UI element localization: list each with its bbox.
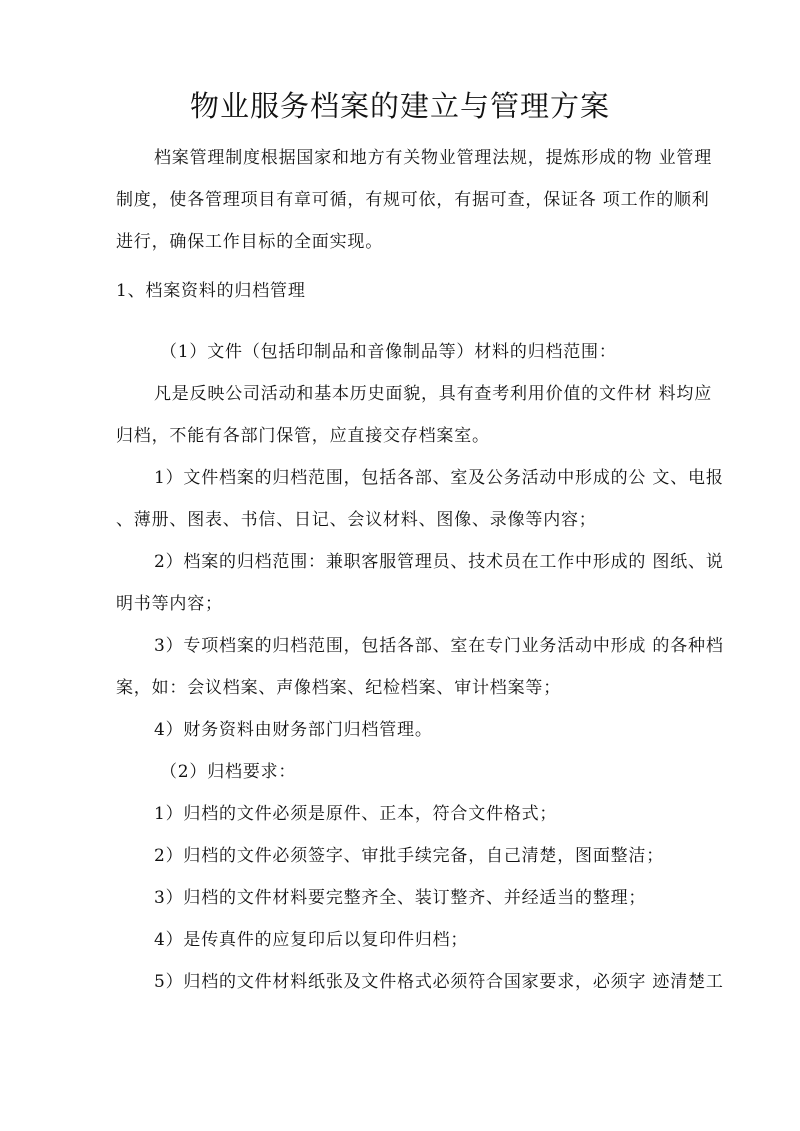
- list-item-line: 4）是传真件的应复印后以复印件归档；: [154, 930, 469, 950]
- list-item-line: 3）归档的文件材料要完整齐全、装订整齐、并经适当的整理；: [154, 888, 647, 908]
- document-title: 物业服务档案的建立与管理方案: [189, 89, 610, 123]
- paragraph-line: 制度，使各管理项目有章可循，有规可依，有据可查，保证各 项工作的顺利: [116, 190, 710, 210]
- list-item-line: 2）档案的归档范围：兼职客服管理员、技术员在工作中形成的 图纸、说: [154, 552, 724, 572]
- list-item-line: 3）专项档案的归档范围，包括各部、室在专门业务活动中形成 的各种档: [154, 636, 724, 656]
- list-item-line: 2）归档的文件必须签字、审批手续完备，自己清楚，图面整洁；: [154, 846, 665, 866]
- list-item-line: 5）归档的文件材料纸张及文件格式必须符合国家要求，必须字 迹清楚工: [154, 972, 724, 992]
- subsection-heading: （1）文件（包括印制品和音像制品等）材料的归档范围：: [160, 342, 617, 362]
- list-item-line: 1）文件档案的归档范围，包括各部、室及公务活动中形成的公 文、电报: [154, 468, 724, 488]
- subsection-heading: （2）归档要求：: [160, 762, 297, 782]
- paragraph-line: 进行，确保工作目标的全面实现。: [116, 232, 383, 252]
- list-item-line: 4）财务资料由财务部门归档管理。: [154, 720, 433, 740]
- paragraph-line: 归档，不能有各部门保管，应直接交存档案室。: [116, 426, 490, 446]
- paragraph-line: 凡是反映公司活动和基本历史面貌，具有查考利用价值的文件材 料均应: [154, 384, 713, 404]
- list-item-line: 明书等内容；: [116, 594, 223, 614]
- list-item-line: 、薄册、图表、书信、日记、会议材料、图像、录像等内容；: [116, 510, 597, 530]
- section-heading: 1、档案资料的归档管理: [116, 281, 306, 301]
- paragraph-line: 档案管理制度根据国家和地方有关物业管理法规，提炼形成的物 业管理: [154, 148, 713, 168]
- list-item-line: 案，如：会议档案、声像档案、纪检档案、审计档案等；: [116, 678, 561, 698]
- list-item-line: 1）归档的文件必须是原件、正本，符合文件格式；: [154, 804, 558, 824]
